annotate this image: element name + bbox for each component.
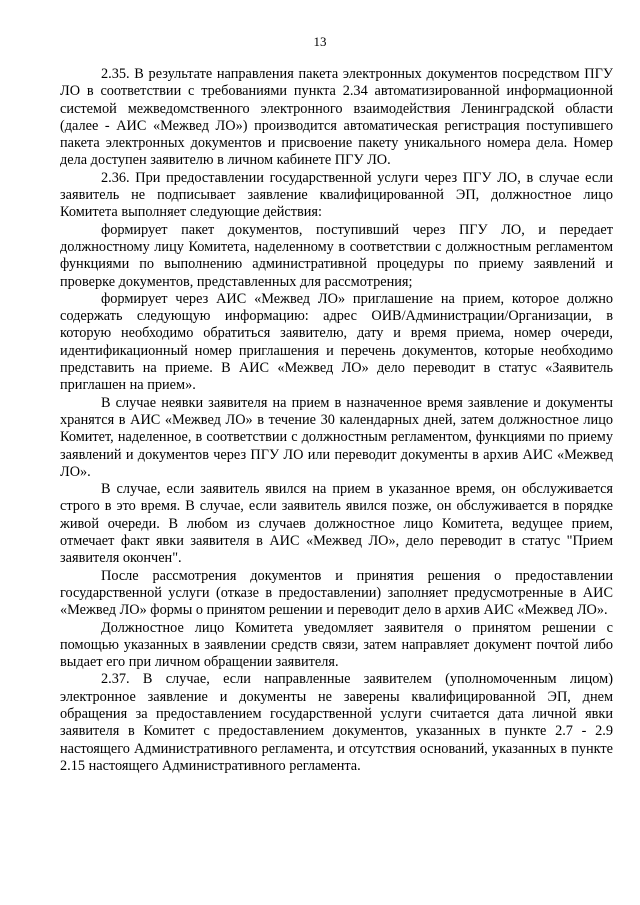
document-body [60, 66, 613, 775]
paragraph-2-35: 2.35. В результате направления пакета электронных документов посредством ПГУ ЛО в соответствии с требованиями пункта 2.34 автоматизированной информационной системой межведомственного электронного взаимодействия Ленинградской области (далее - АИС «Межвед ЛО») производится автоматическая регистрация поступившего пакета электронных документов и присвоение пакету уникального номера дела. Номер дела доступен заявителю в личном кабинете ПГУ ЛО. [60, 66, 613, 169]
paragraph-2-36: 2.36. При предоставлении государственной услуги через ПГУ ЛО, в случае если заявитель не подписывает заявление квалифицированной ЭП, должностное лицо Комитета выполняет следующие действия: [60, 169, 613, 221]
paragraph-no-show: В случае неявки заявителя на прием в назначенное время заявление и документы хранятся в АИС «Межвед ЛО» в течение 30 календарных дней, затем должностное лицо Комитет, наделенное, в соответствии с должностным регламентом, функциями по приему заявлений и документов через ПГУ ЛО или переводит документы в архив АИС «Межвед ЛО». [60, 394, 613, 480]
paragraph-appearance: В случае, если заявитель явился на прием в указанное время, он обслуживается строго в это время. В случае, если заявитель явился позже, он обслуживается в порядке живой очереди. В любом из случаев должностное лицо Комитета, ведущее прием, отмечает факт явки заявителя в АИС «Межвед ЛО», дело переводит в статус "Прием заявителя окончен". [60, 481, 613, 567]
paragraph-action-invitation: формирует через АИС «Межвед ЛО» приглашение на прием, которое должно содержать следующую информацию: адрес ОИВ/Администрации/Организации, в которую необходимо обратиться заявителю, дату и время приема, номер очереди, идентификационный номер приглашения и перечень документов, которые необходимо представить на приеме. В АИС «Межвед ЛО» дело переводит в статус «Заявитель приглашен на прием». [60, 290, 613, 394]
page-number: 13 [313, 34, 327, 49]
paragraph-notification: Должностное лицо Комитета уведомляет заявителя о принятом решении с помощью указанных в заявлении средств связи, затем направляет документ почтой либо выдает его при личном обращении заявителя. [60, 619, 613, 671]
paragraph-action-form-package: формирует пакет документов, поступивший через ПГУ ЛО, и передает должностному лицу Комитета, наделенному в соответствии с должностным регламентом функциями по выполнению административной процедуры по приему заявлений и проверке документов, представленных для рассмотрения; [60, 221, 613, 290]
paragraph-2-37: 2.37. В случае, если направленные заявителем (уполномоченным лицом) электронное заявление и документы не заверены квалифицированной ЭП, днем обращения за предоставлением государственной услуги считается дата личной явки заявителя в Комитет с предоставлением документов, указанных в пункте 2.7 - 2.9 настоящего Административного регламента, и отсутствия оснований, указанных в пункте 2.15 настоящего Административного регламента. [60, 671, 613, 774]
paragraph-after-review: После рассмотрения документов и принятия решения о предоставлении государственной услуги (отказе в предоставлении) заполняет предусмотренные в АИС «Межвед ЛО» формы о принятом решении и переводит дело в архив АИС «Межвед ЛО». [60, 567, 613, 619]
